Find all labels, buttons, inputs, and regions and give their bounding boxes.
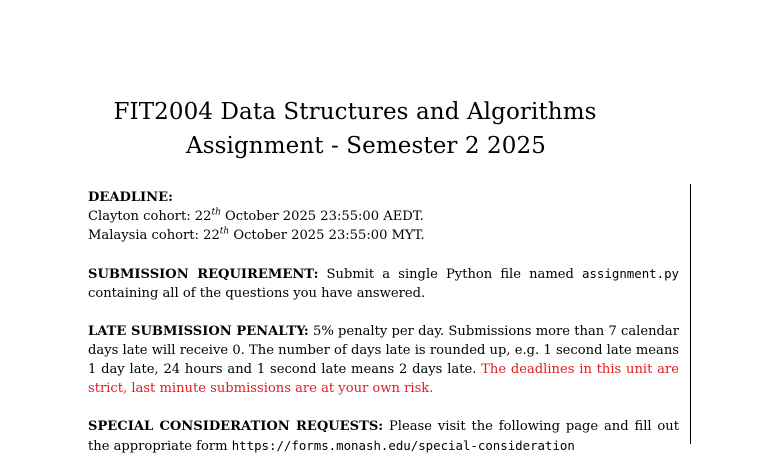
special-consideration-link[interactable]: https://forms.monash.edu/special-consideration <box>231 438 575 453</box>
deadline-heading: DEADLINE: <box>88 190 173 205</box>
deadline-warning: The deadlines in this unit are strict, last minute submissions are at your own risk. <box>88 362 679 396</box>
deadline-section <box>88 188 679 245</box>
document-body <box>88 188 679 475</box>
special-consideration-heading: SPECIAL CONSIDERATION REQUESTS: <box>88 419 384 434</box>
document-title: FIT2004 Data Structures and Algorithms <box>113 99 597 125</box>
submission-filename: assignment.py <box>582 266 679 281</box>
submission-heading: SUBMISSION REQUIREMENT: <box>88 267 319 282</box>
malaysia-deadline: Malaysia cohort: 22th October 2025 23:55:00 MYT. <box>88 226 425 243</box>
late-penalty-section: LATE SUBMISSION PENALTY: 5% penalty per day. Submissions more than 7 calendar days late will receive 0. The number of days late is rounded up, e.g. 1 second late means 1 day late, 24 hours and 1 second late means 2 days late. The deadlines in this unit are strict, last minute submissions are at your own risk. <box>88 324 679 396</box>
special-consideration-section: SPECIAL CONSIDERATION REQUESTS: Please visit the following page and fill out the appropriate form https://forms.monash.edu/special-consideration <box>88 419 680 454</box>
late-penalty-heading: LATE SUBMISSION PENALTY: <box>88 324 309 339</box>
margin-change-bar <box>690 184 691 444</box>
clayton-deadline: Clayton cohort: 22th October 2025 23:55:00 AEDT. <box>88 207 424 224</box>
document-subtitle: Assignment - Semester 2 2025 <box>185 133 546 159</box>
submission-section: SUBMISSION REQUIREMENT: Submit a single Python file named assignment.py containing all of the questions you have answered. <box>88 266 679 301</box>
